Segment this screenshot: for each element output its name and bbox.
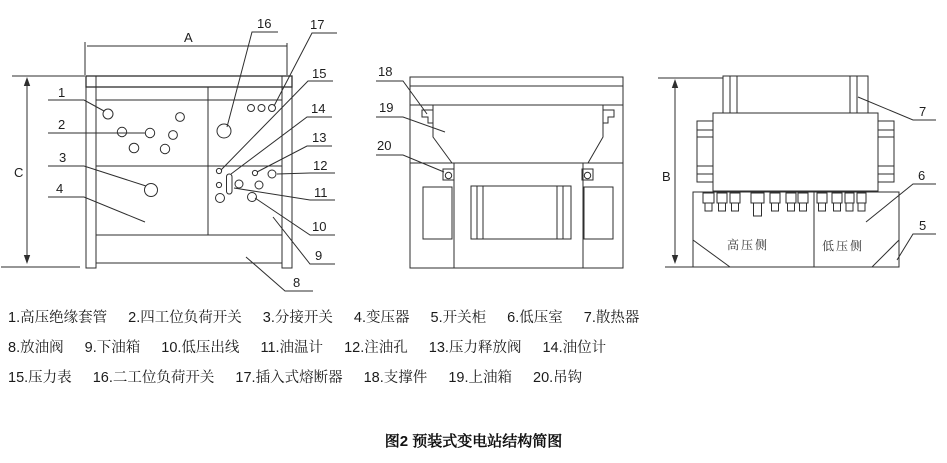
gauge-cluster (216, 168, 277, 202)
callout-19-number: 19 (379, 100, 394, 115)
legend-item: 10.低压出线 (161, 340, 240, 356)
callout-6-number: 6 (918, 168, 926, 183)
radiator (723, 76, 868, 113)
callout-11 (234, 185, 335, 200)
parts-legend (8, 303, 943, 393)
callout-5-number: 5 (919, 218, 927, 233)
legend-row-1 (8, 303, 943, 333)
lv-side-label: 低压侧 (822, 239, 865, 253)
legend-row-3 (8, 363, 943, 393)
bushings (703, 193, 866, 216)
lifting-hooks (443, 169, 593, 180)
legend-item: 18.支撑件 (363, 370, 428, 386)
legend-item: 4.变压器 (353, 310, 410, 326)
callout-15 (221, 66, 333, 170)
legend-item: 3.分接开关 (262, 310, 333, 326)
callout-10-number: 10 (312, 219, 327, 234)
legend-item: 16.二工位负荷开关 (92, 370, 215, 386)
callout-7 (858, 97, 936, 120)
callout-6 (866, 168, 936, 222)
callout-9-number: 9 (315, 248, 323, 263)
lower-tank-section (423, 163, 613, 268)
legend-item: 9.下油箱 (84, 340, 141, 356)
legend-item: 6.低压室 (507, 310, 563, 326)
callout-16-number: 16 (257, 16, 272, 31)
legend-item: 8.放油阀 (8, 340, 64, 356)
callout-12-number: 12 (313, 158, 328, 173)
callout-10 (255, 198, 335, 235)
dimension-a (85, 30, 287, 75)
legend-item: 11.油温计 (260, 340, 324, 356)
figure-caption: 图2 预装式变电站结构简图 (384, 433, 563, 450)
side-view (376, 64, 623, 268)
callout-11-number: 11 (314, 185, 328, 200)
callout-14-number: 14 (311, 101, 326, 116)
legend-row-2 (8, 333, 943, 363)
callout-2-number: 2 (58, 117, 66, 132)
dimension-c (1, 76, 85, 267)
support-brackets (422, 110, 614, 123)
legend-item: 5.开关柜 (430, 310, 487, 326)
tap-switch-knob (145, 184, 158, 197)
legend-item: 7.散热器 (583, 310, 640, 326)
callout-13-number: 13 (312, 130, 327, 145)
callout-20-number: 20 (377, 138, 392, 153)
dim-b-label: B (662, 169, 671, 184)
callout-1-number: 1 (58, 85, 66, 100)
legend-item: 15.压力表 (8, 370, 72, 386)
load-switch-knobs (103, 109, 184, 154)
callout-8 (246, 257, 313, 291)
upper-oil-tank (433, 105, 603, 163)
callout-16 (227, 16, 278, 127)
legend-item: 13.压力释放阀 (428, 340, 522, 356)
callout-12 (277, 158, 335, 174)
legend-item: 1.高压绝缘套管 (8, 310, 108, 326)
fuse-and-switch (217, 105, 276, 139)
dim-a-label: A (184, 30, 193, 45)
hv-side-label: 高压侧 (727, 238, 770, 252)
front-view (1, 16, 337, 291)
end-view (658, 76, 936, 267)
legend-item: 14.油位计 (542, 340, 607, 356)
callout-4-number: 4 (56, 181, 64, 196)
callout-8-number: 8 (293, 275, 301, 290)
callout-15-number: 15 (312, 66, 327, 81)
transformer-body (697, 113, 894, 191)
callout-17 (274, 17, 337, 106)
callout-3-number: 3 (59, 150, 67, 165)
legend-item: 17.插入式熔断器 (235, 370, 343, 386)
callout-5 (897, 218, 936, 260)
callout-7-number: 7 (919, 104, 927, 119)
callout-18-number: 18 (378, 64, 393, 79)
legend-item: 12.注油孔 (344, 340, 408, 356)
legend-item: 2.四工位负荷开关 (128, 310, 242, 326)
legend-item: 20.吊钩 (533, 370, 583, 386)
legend-item: 19.上油箱 (448, 370, 512, 386)
callout-17-number: 17 (310, 17, 325, 32)
dim-c-label: C (14, 165, 24, 180)
